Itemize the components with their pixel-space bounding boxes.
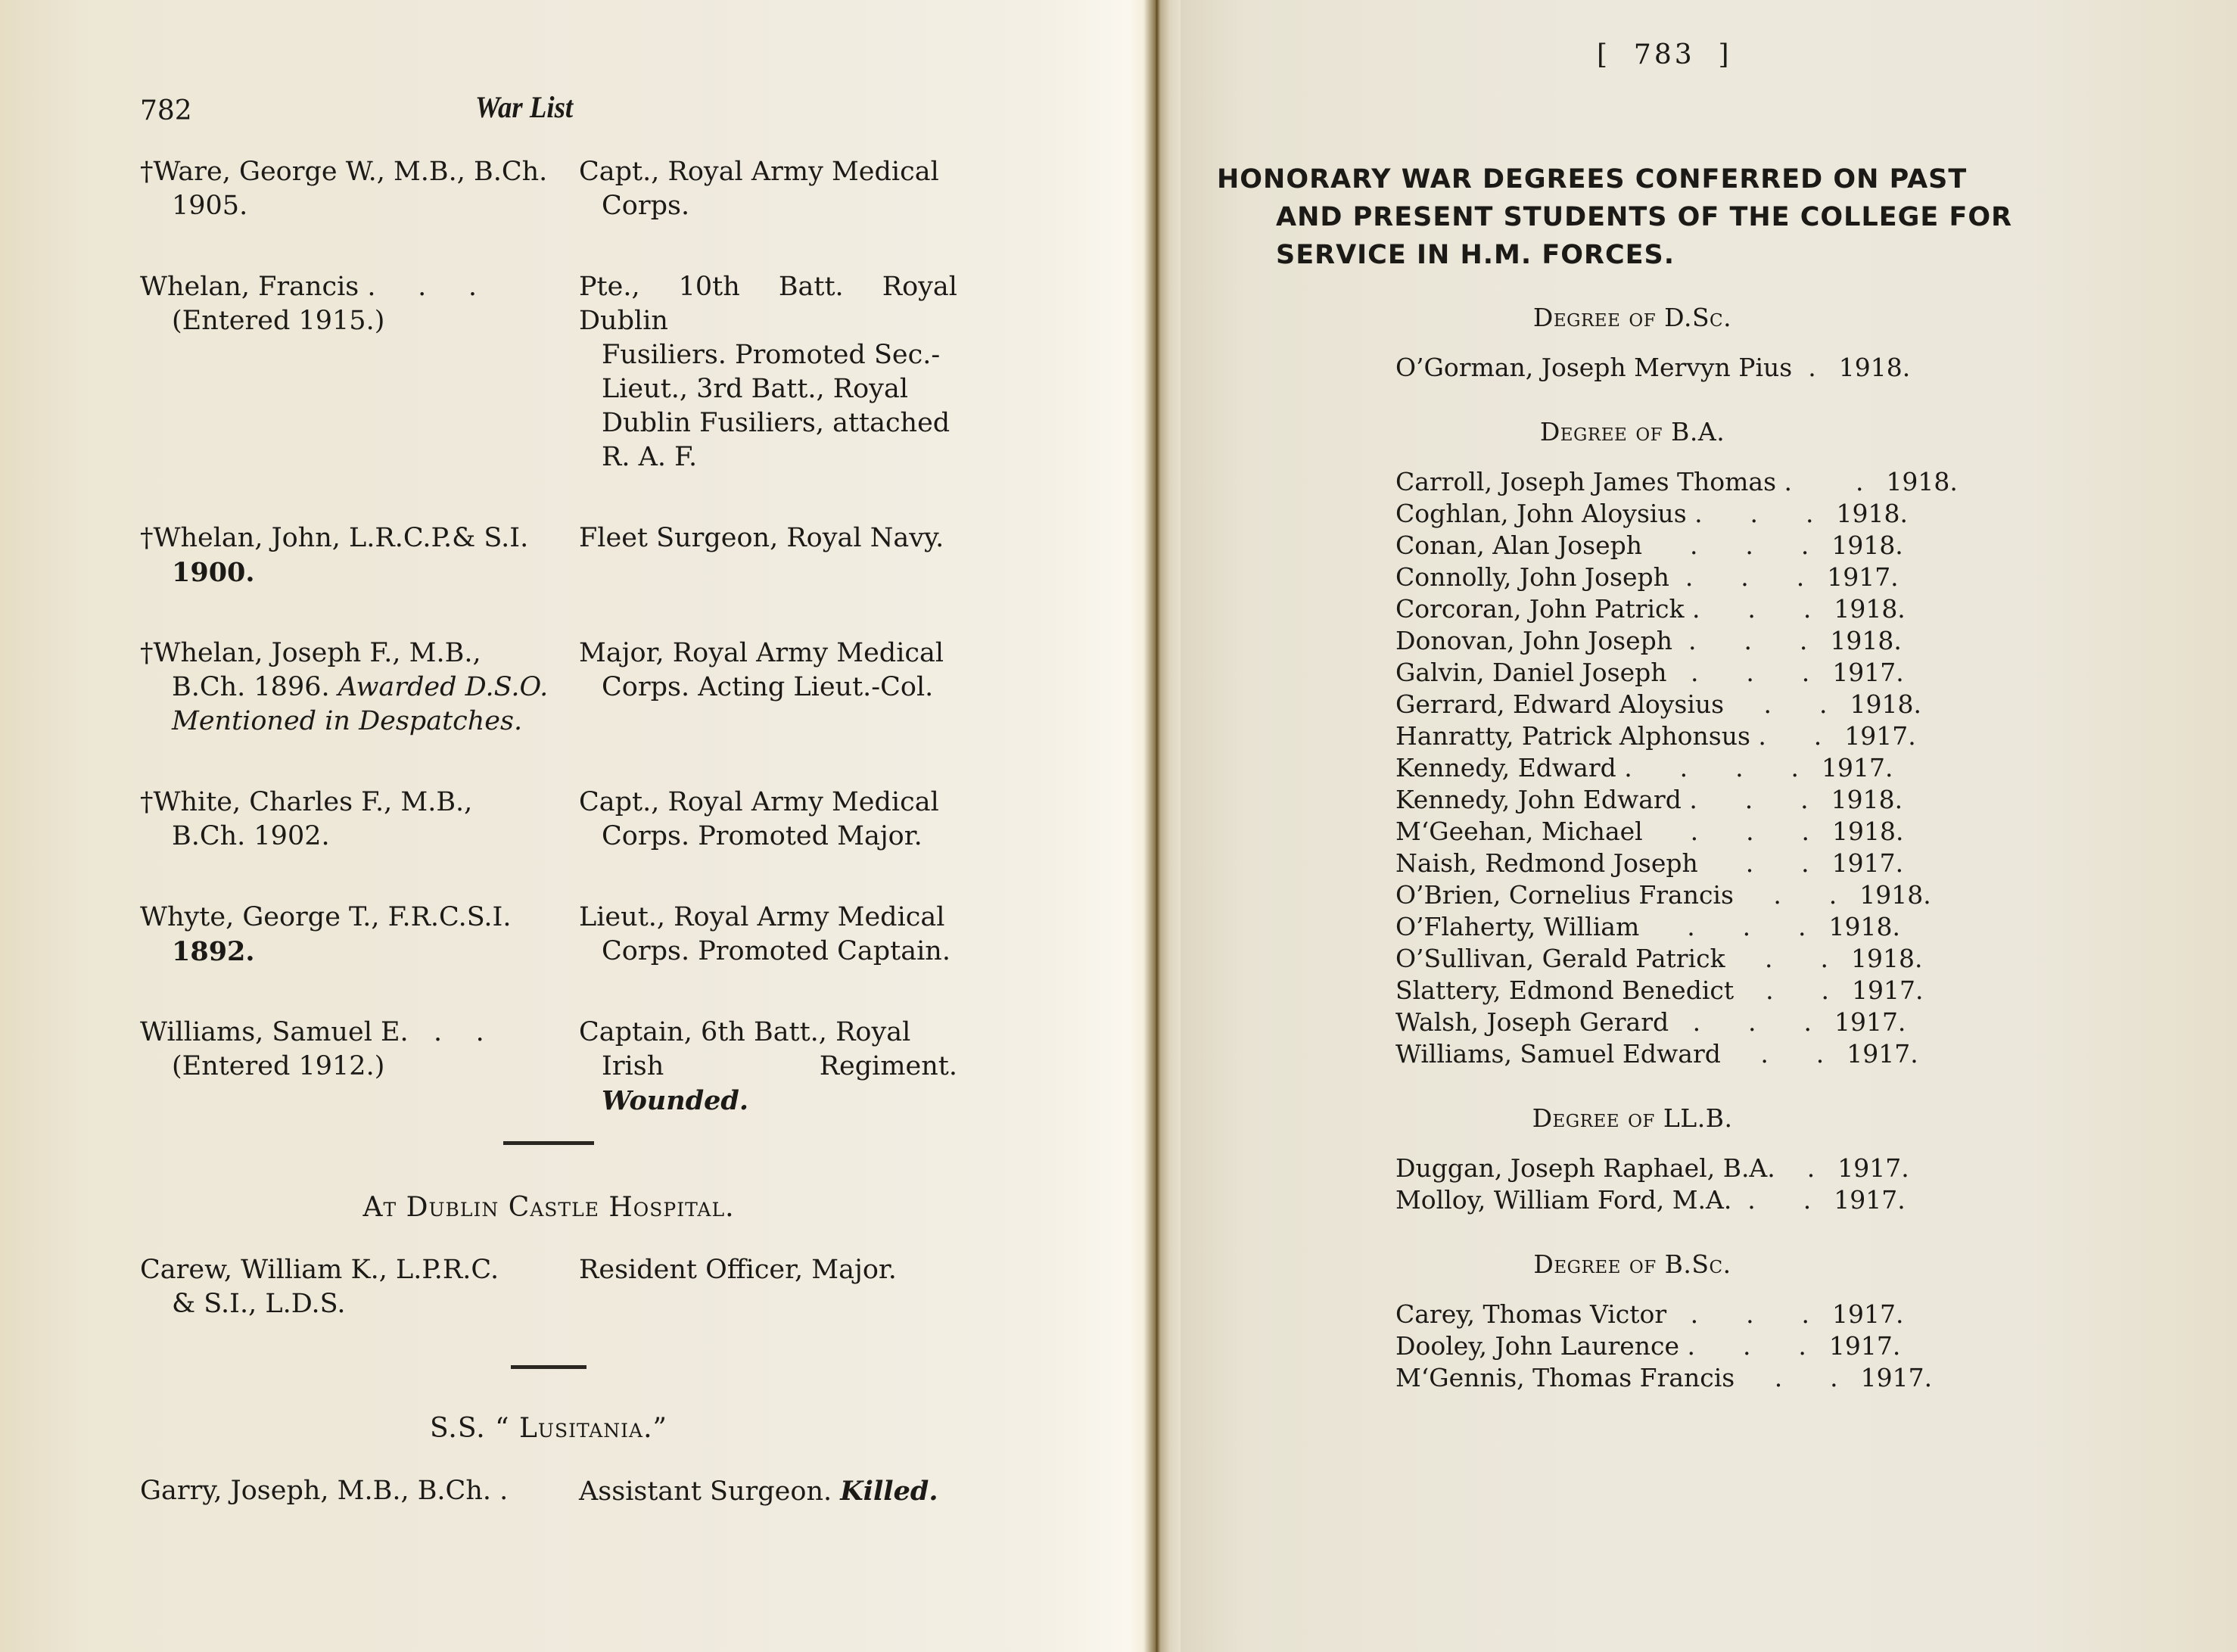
entry-service: Assistant Surgeon. (579, 1476, 832, 1507)
entry-status: Killed. (840, 1476, 938, 1507)
running-title: War List (475, 90, 574, 124)
entry-year: (Entered 1912.) (172, 1051, 385, 1081)
dot-leader: . . (1725, 944, 1828, 973)
entry-service: Fusiliers. Promoted Sec.- (602, 340, 941, 370)
degree-recipient-row (1395, 689, 1921, 720)
recipient-name: Kennedy, Edward (1395, 753, 1616, 782)
entry-name: Carew, William K., L.P.R.C. (140, 1255, 499, 1285)
degree-year: 1918. (1828, 912, 1901, 941)
war-list-entries (140, 155, 957, 1509)
entry-year: (Entered 1915.) (172, 306, 385, 336)
war-list-entry (140, 636, 957, 739)
degree-year: 1917. (1827, 562, 1899, 592)
degree-block (1395, 417, 1958, 1070)
entry-service-column (579, 270, 957, 474)
dot-leader: . . . (1684, 594, 1812, 624)
entry-name-column (140, 1474, 564, 1509)
degree-recipient-row (1395, 1006, 1906, 1038)
recipient-name: O’Gorman, Joseph Mervyn Pius (1395, 353, 1793, 382)
degree-block (1395, 1103, 1909, 1216)
recipient-name: Hanratty, Patrick Alphonsus (1395, 721, 1750, 751)
entry-award: Awarded D.S.O. (338, 672, 549, 702)
entry-name: Williams, Samuel E. . . (140, 1017, 484, 1047)
recipient-name: Walsh, Joseph Gerard (1395, 1007, 1669, 1037)
war-list-entry (140, 155, 957, 223)
degree-title: Degree of B.A. (1539, 417, 1725, 446)
dot-leader: . . (1776, 467, 1864, 496)
entry-service-column (579, 901, 957, 969)
entry-year: B.Ch. 1896. (172, 672, 330, 702)
entry-service: Fleet Surgeon, Royal Navy. (579, 523, 944, 553)
entry-service-column (579, 786, 957, 854)
degree-year: 1917. (1844, 721, 1916, 751)
entry-service: Corps. Acting Lieut.-Col. (602, 672, 934, 702)
degree-year: 1918. (1830, 626, 1902, 655)
recipient-name: Conan, Alan Joseph (1395, 530, 1643, 560)
degree-title: Degree of B.Sc. (1533, 1249, 1731, 1279)
degree-year: 1917. (1860, 1363, 1933, 1392)
degree-year: 1917. (1852, 975, 1924, 1005)
degree-recipient-row (1395, 1184, 1906, 1216)
entry-year: 1892. (172, 936, 255, 967)
dot-leader: . . . (1666, 658, 1810, 687)
dot-leader: . . . (1639, 912, 1806, 941)
degree-recipient-row (1395, 352, 1911, 384)
entry-name: †Whelan, Joseph F., M.B., (140, 638, 481, 668)
entry-service-column (579, 636, 957, 739)
war-list-entry (140, 1253, 957, 1321)
entry-service-column (579, 521, 957, 590)
degree-recipient-row (1395, 1299, 1904, 1330)
entry-year-line (140, 670, 564, 705)
dot-leader: . . . (1642, 817, 1809, 846)
war-list-entry (140, 901, 957, 969)
entry-name-column (140, 901, 564, 969)
dot-leader: . . . . (1616, 753, 1799, 782)
degree-recipient-row (1395, 720, 1916, 752)
dot-leader: . . . (1669, 562, 1805, 592)
degree-recipient-row (1395, 911, 1901, 943)
section-heading: At Dublin Castle Hospital. (362, 1192, 735, 1223)
recipient-name: O’Flaherty, William (1395, 912, 1640, 941)
entry-status: Wounded. (602, 1085, 749, 1116)
recipient-name: Donovan, John Joseph (1395, 626, 1673, 655)
entry-service: Capt., Royal Army Medical (579, 787, 939, 817)
dot-leader: . . . (1679, 1331, 1806, 1361)
dot-leader: . . (1750, 721, 1822, 751)
dot-leader: . . . (1666, 1299, 1810, 1329)
degree-recipient-row (1395, 1153, 1909, 1184)
entry-service: Corps. Promoted Major. (602, 821, 922, 851)
entry-service: Pte., 10th Batt. Royal Dublin (579, 272, 957, 336)
degree-year: 1917. (1831, 848, 1904, 878)
degree-title: Degree of LL.B. (1532, 1103, 1733, 1133)
degree-recipient-row (1395, 530, 1903, 562)
degree-recipient-row (1395, 1330, 1901, 1362)
entry-name: †Ware, George W., M.B., B.Ch. (140, 157, 548, 187)
entry-service: Resident Officer, Major. (579, 1255, 897, 1285)
dot-leader: . . (1724, 689, 1828, 719)
degree-title: Degree of D.Sc. (1532, 303, 1732, 332)
degree-recipient-row (1395, 943, 1923, 975)
section-heading: S.S. “ Lusitania.” (430, 1413, 667, 1444)
degree-year: 1917. (1832, 1299, 1904, 1329)
entry-service: Corps. Promoted Captain. (602, 936, 950, 966)
degree-recipient-row (1395, 752, 1893, 784)
entry-name-column (140, 270, 564, 474)
dot-leader: . . . (1672, 626, 1808, 655)
dot-leader: . . (1733, 880, 1837, 910)
degree-year: 1918. (1850, 944, 1923, 973)
entry-service: Major, Royal Army Medical (579, 638, 944, 668)
degree-year: 1918. (1831, 785, 1903, 814)
recipient-name: Naish, Redmond Joseph (1395, 848, 1698, 878)
degree-recipient-row (1395, 1038, 1918, 1070)
degree-recipient-row (1395, 625, 1902, 657)
dot-leader: . . . (1681, 785, 1809, 814)
entry-service: R. A. F. (602, 442, 698, 472)
section-divider (503, 1141, 594, 1145)
entry-name: Whyte, George T., F.R.C.S.I. (140, 902, 512, 932)
heading-line: SERVICE IN H.M. FORCES. (1276, 240, 1675, 270)
recipient-name: Kennedy, John Edward (1395, 785, 1682, 814)
entry-service: Irish Regiment. (602, 1051, 957, 1081)
entry-service: Dublin Fusiliers, attached (602, 408, 950, 438)
entry-qualification: & S.I., L.D.S. (172, 1289, 346, 1319)
degree-year: 1917. (1834, 1007, 1906, 1037)
entry-service-column (579, 1016, 957, 1118)
entry-mention: Mentioned in Despatches. (172, 706, 523, 736)
entry-service-column (579, 1253, 957, 1321)
heading-line: HONORARY WAR DEGREES CONFERRED ON PAST (1217, 164, 1968, 194)
degree-recipient-row (1395, 657, 1904, 689)
dot-leader: . . (1697, 848, 1809, 878)
entry-name-column (140, 636, 564, 739)
entry-name-column (140, 1016, 564, 1118)
dot-leader: . . (1735, 1363, 1838, 1392)
degree-year: 1917. (1832, 658, 1904, 687)
dot-leader: . . (1734, 975, 1830, 1005)
dot-leader: . . (1720, 1039, 1825, 1069)
degree-year: 1917. (1834, 1185, 1906, 1215)
dot-leader: . (1792, 353, 1816, 382)
degree-year: 1918. (1886, 467, 1958, 496)
entry-name-column (140, 786, 564, 854)
entry-year: 1905. (172, 191, 248, 221)
degree-year: 1918. (1831, 530, 1903, 560)
degree-recipient-row (1395, 784, 1903, 816)
recipient-name: M‘Gennis, Thomas Francis (1395, 1363, 1735, 1392)
dot-leader: . . . (1642, 530, 1809, 560)
section-divider (511, 1365, 586, 1369)
recipient-name: M‘Geehan, Michael (1395, 817, 1643, 846)
war-list-entry (140, 1016, 957, 1118)
entry-name: †Whelan, John, L.R.C.P.& S.I. (140, 523, 529, 553)
war-list-entry (140, 786, 957, 854)
recipient-name: Carey, Thomas Victor (1395, 1299, 1667, 1329)
degree-year: 1918. (1838, 353, 1911, 382)
degree-recipient-row (1395, 498, 1908, 530)
degree-recipient-row (1395, 975, 1924, 1006)
recipient-name: Molloy, William Ford, M.A. (1395, 1185, 1732, 1215)
heading-line: AND PRESENT STUDENTS OF THE COLLEGE FOR (1276, 202, 2013, 232)
degree-lists (1395, 303, 1958, 1427)
war-list-entry (140, 1474, 957, 1509)
entry-name-column (140, 1253, 564, 1321)
degree-recipient-row (1395, 848, 1904, 879)
entry-service-line (579, 1050, 957, 1118)
entry-name: †White, Charles F., M.B., (140, 787, 473, 817)
recipient-name: O’Brien, Cornelius Francis (1395, 880, 1734, 910)
degree-year: 1917. (1847, 1039, 1918, 1069)
entry-service: Corps. (602, 191, 690, 221)
dot-leader: . . . (1686, 499, 1814, 528)
war-list-entry (140, 521, 957, 590)
degree-year: 1917. (1822, 753, 1893, 782)
entry-name-column (140, 521, 564, 590)
entry-name-column (140, 155, 564, 223)
recipient-name: Galvin, Daniel Joseph (1395, 658, 1667, 687)
entry-service: Captain, 6th Batt., Royal (579, 1017, 911, 1047)
degree-recipient-row (1395, 816, 1904, 848)
recipient-name: Corcoran, John Patrick (1395, 594, 1685, 624)
degree-recipient-row (1395, 879, 1931, 911)
recipient-name: Connolly, John Joseph (1395, 562, 1669, 592)
page-heading (1217, 160, 2042, 274)
recipient-name: Gerrard, Edward Aloysius (1395, 689, 1725, 719)
entry-service: Lieut., Royal Army Medical (579, 902, 945, 932)
degree-recipient-row (1395, 466, 1958, 498)
recipient-name: Dooley, John Laurence (1395, 1331, 1680, 1361)
recipient-name: Coghlan, John Aloysius (1395, 499, 1687, 528)
entry-name: Whelan, Francis . . . (140, 272, 478, 302)
degree-year: 1918. (1832, 817, 1904, 846)
recipient-name: Slattery, Edmond Benedict (1395, 975, 1735, 1005)
page-number-left: 782 (140, 95, 192, 126)
right-page (1181, 0, 2237, 1652)
degree-recipient-row (1395, 593, 1906, 625)
entry-service-column (579, 1474, 957, 1509)
page-number-right: [ 783 ] (1597, 39, 1732, 70)
dot-leader: . . (1731, 1185, 1812, 1215)
degree-block (1395, 1249, 1933, 1394)
recipient-name: Duggan, Joseph Raphael, B.A. (1395, 1153, 1775, 1183)
entry-service-column (579, 155, 957, 223)
entry-service-line (579, 1474, 957, 1509)
degree-block (1395, 303, 1911, 384)
running-head (140, 89, 957, 135)
degree-recipient-row (1395, 562, 1899, 593)
book-gutter (1128, 0, 1181, 1652)
entry-service: Capt., Royal Army Medical (579, 157, 939, 187)
degree-year: 1917. (1837, 1153, 1909, 1183)
dot-leader: . . . (1669, 1007, 1812, 1037)
entry-year: B.Ch. 1902. (172, 821, 330, 851)
recipient-name: O’Sullivan, Gerald Patrick (1395, 944, 1725, 973)
entry-year: 1900. (172, 557, 255, 588)
war-list-entry (140, 270, 957, 474)
degree-year: 1917. (1828, 1331, 1901, 1361)
entry-name: Garry, Joseph, M.B., B.Ch. . (140, 1476, 509, 1506)
recipient-name: Williams, Samuel Edward (1395, 1039, 1721, 1069)
dot-leader: . (1775, 1153, 1815, 1183)
entry-service: Lieut., 3rd Batt., Royal (602, 374, 909, 404)
degree-recipient-row (1395, 1362, 1933, 1394)
degree-year: 1918. (1834, 594, 1906, 624)
recipient-name: Carroll, Joseph James Thomas (1395, 467, 1777, 496)
degree-year: 1918. (1836, 499, 1908, 528)
degree-year: 1918. (1850, 689, 1921, 719)
degree-year: 1918. (1859, 880, 1931, 910)
